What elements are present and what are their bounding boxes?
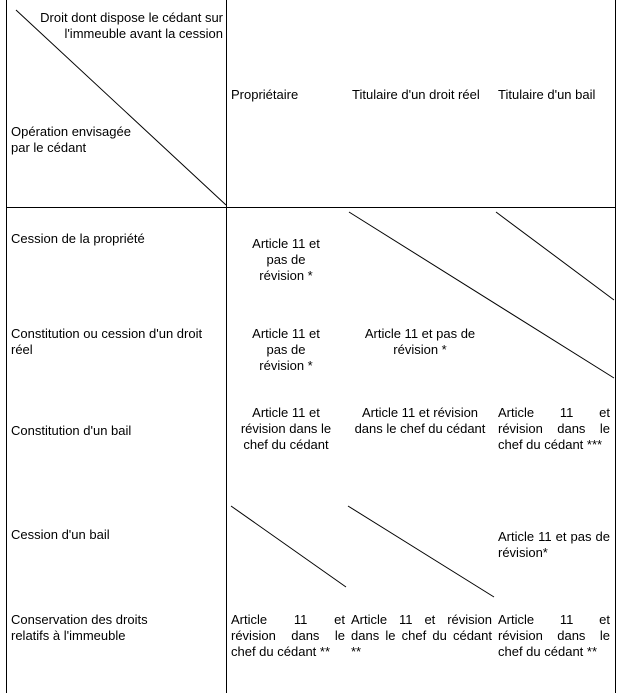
column-header-owner: Propriétaire [231,87,299,102]
corner-header-left: Opération envisagée par le cédant [11,124,131,155]
column-header-lease: Titulaire d'un bail [498,87,596,102]
cell-r4-lease: Article 11 et pas de révision* [498,529,610,560]
corner-header-right: Droit dont dispose le cédant sur l'immeuble avant la cession [40,10,223,41]
cell-r3-real-right: Article 11 et révision dans le chef du cédant [354,405,486,436]
row-label-conservation: Conservation des droits relatifs à l'immeuble [11,612,148,643]
na-diagonal-r4-c2 [348,506,494,597]
na-diagonal-r1-c3 [496,212,614,300]
cell-r5-real-right: Article 11 et révision dans le chef du cédant ** [351,612,492,659]
na-diagonal-r4-c1 [231,506,346,587]
row-label-droit-reel: Constitution ou cession d'un droit réel [11,326,203,357]
cell-r2-owner: Article 11 et pas de révision * [252,326,320,373]
row-label-cession-bail: Cession d'un bail [11,527,110,542]
cell-r5-owner: Article 11 et révision dans le chef du cédant ** [231,612,345,659]
row-label-constitution-bail: Constitution d'un bail [11,423,132,438]
cell-r5-lease: Article 11 et révision dans le chef du cédant ** [498,612,610,659]
cell-r1-owner: Article 11 et pas de révision * [252,236,320,283]
cell-r2-real-right: Article 11 et pas de révision * [364,326,476,357]
cell-r3-lease: Article 11 et révision dans le chef du cédant *** [498,405,610,452]
column-header-real-right: Titulaire d'un droit réel [352,87,480,102]
cell-r3-owner: Article 11 et révision dans le chef du cédant [240,405,332,452]
row-label-cession-propriete: Cession de la propriété [11,231,145,246]
